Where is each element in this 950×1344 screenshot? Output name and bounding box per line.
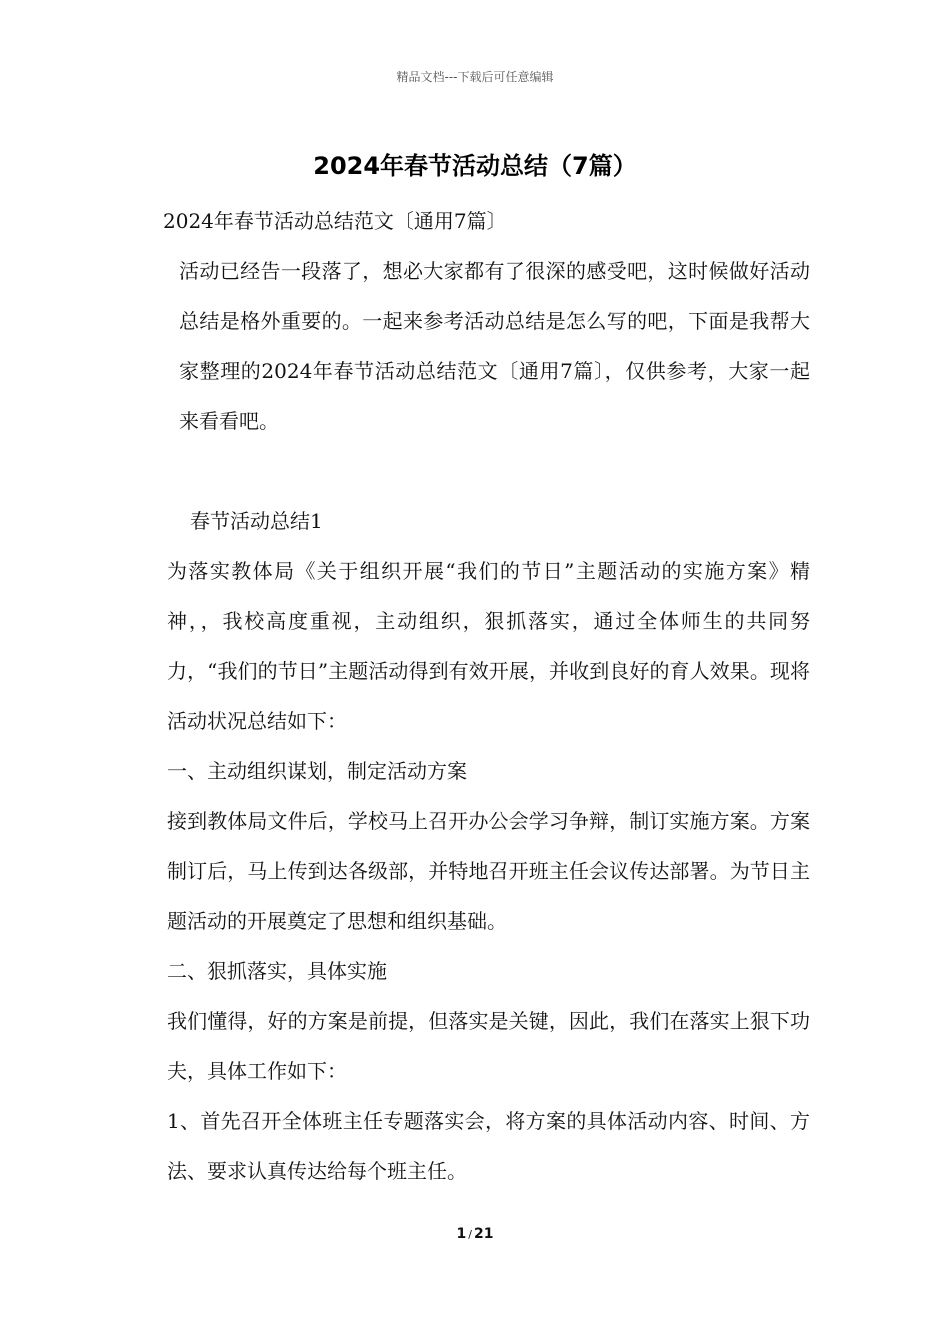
header-note: 精品文档---下载后可任意编辑 xyxy=(396,70,554,84)
document-title: 2024年春节活动总结（7篇） xyxy=(313,152,637,180)
intro-paragraph: 活动已经告一段落了，想必大家都有了很深的感受吧，这时候做好活动总结是格外重要的。一起来参考活动总结是怎么写的吧，下面是我帮大家整理的2024年春节活动总结范文〔通用7篇〕，仅供参考，大家一起来看看吧。 xyxy=(179,259,810,433)
document-body xyxy=(145,196,810,1196)
subsection-heading: 二、狠抓落实，具体实施 xyxy=(167,959,387,983)
current-page-number: 1 xyxy=(456,1226,467,1242)
paragraph-spacer xyxy=(145,446,810,496)
body-paragraph: 接到教体局文件后，学校马上召开办公会学习争辩，制订实施方案。方案制订后，马上传到达各级部，并特地召开班主任会议传达部署。为节日主题活动的开展奠定了思想和组织基础。 xyxy=(167,809,810,933)
page-number xyxy=(0,1226,950,1242)
body-paragraph: 为落实教体局《关于组织开展“我们的节日”主题活动的实施方案》精神，，我校高度重视，主动组织，狠抓落实，通过全体师生的共同努力，“我们的节日”主题活动得到有效开展，并收到良好的育人效果。现将活动状况总结如下： xyxy=(167,559,810,733)
document-subtitle: 2024年春节活动总结范文〔通用7篇〕 xyxy=(163,209,507,233)
body-paragraph: 1、首先召开全体班主任专题落实会，将方案的具体活动内容、时间、方法、要求认真传达给每个班主任。 xyxy=(167,1109,810,1183)
subsection-heading: 一、主动组织谋划，制定活动方案 xyxy=(167,759,467,783)
body-paragraph: 我们懂得，好的方案是前提，但落实是关键，因此，我们在落实上狠下功夫，具体工作如下： xyxy=(167,1009,810,1083)
page-separator: / xyxy=(468,1228,472,1241)
total-pages-number: 21 xyxy=(473,1226,494,1242)
section-heading: 春节活动总结1 xyxy=(190,509,323,533)
